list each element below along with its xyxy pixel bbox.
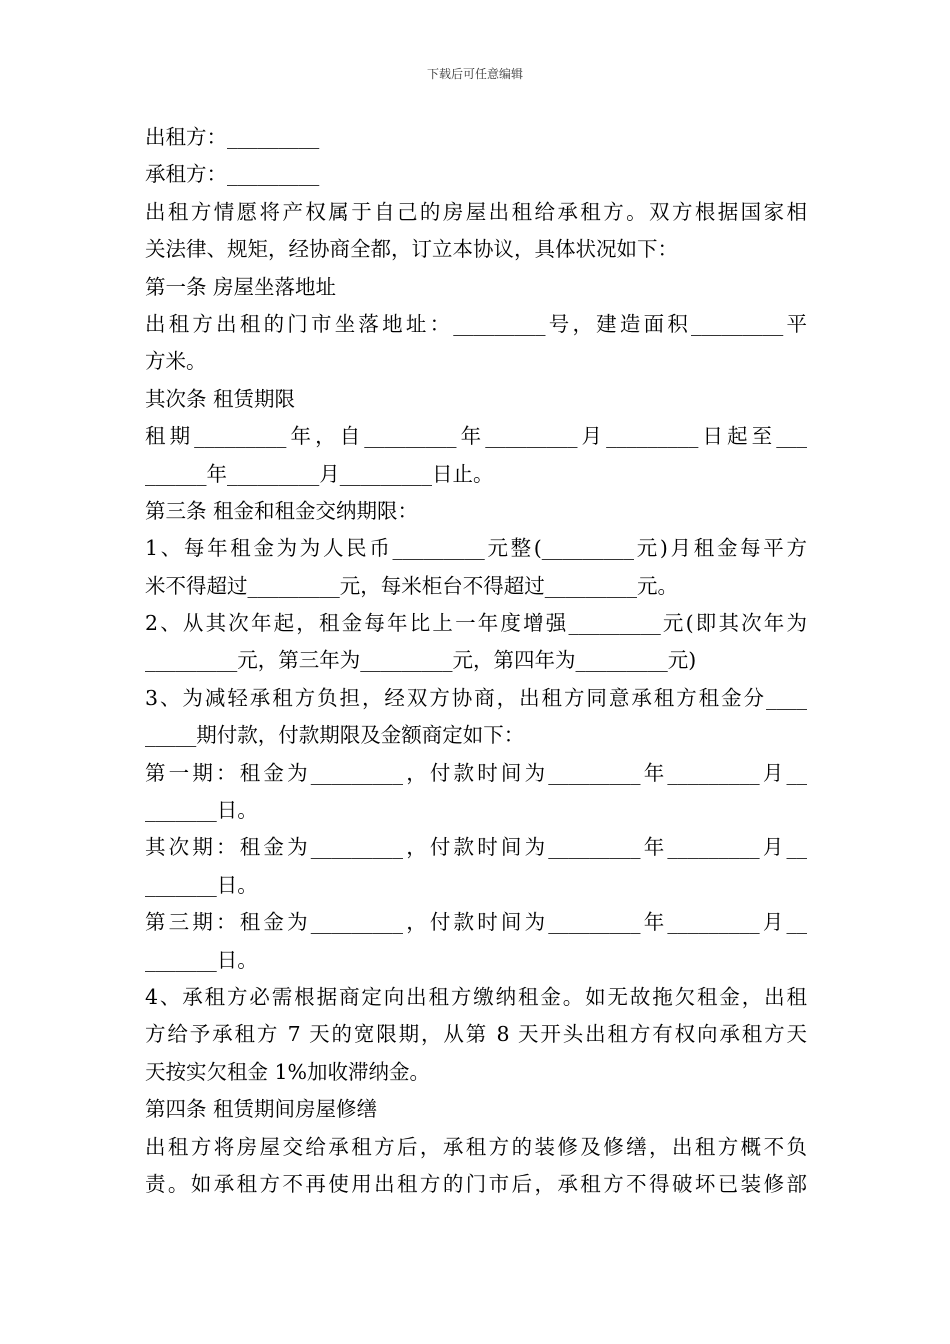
paragraph-line: 2、从其次年起，租金每年比上一年度增强_________元(即其次年为	[145, 611, 807, 636]
paragraph-line: 1、每年租金为为人民币_________元整(_________元)月租金每平方	[145, 536, 807, 561]
paragraph-line: _________元，第三年为_________元，第四年为_________元)	[145, 648, 697, 673]
paragraph-line: 3、为减轻承租方负担，经双方协商，出租方同意承租方租金分____	[145, 685, 807, 710]
paragraph-line: 4、承租方必需根据商定向出租方缴纳租金。如无故拖欠租金，出租	[145, 984, 807, 1009]
paragraph-line: 方给予承租方 7 天的宽限期，从第 8 天开头出租方有权向承租方天	[145, 1022, 807, 1047]
paragraph-line: 租期_________年，自_________年_________月_________日起至___	[145, 424, 807, 449]
section-heading: 第一条 房屋坐落地址	[145, 274, 337, 299]
paragraph-line: 天按实欠租金 1%加收滞纳金。	[145, 1059, 431, 1084]
document-body	[145, 119, 807, 1203]
paragraph-line: 出租方：_________	[145, 125, 320, 149]
paragraph-line: 出租方将房屋交给承租方后，承租方的装修及修缮，出租方概不负	[145, 1134, 807, 1159]
paragraph-line: _____期付款，付款期限及金额商定如下：	[145, 723, 525, 748]
paragraph-line: 米不得超过_________元，每米柜台不得超过_________元。	[145, 573, 678, 598]
paragraph-line: _______日。	[145, 872, 258, 897]
paragraph-line: 关法律、规矩，经协商全都，订立本协议，具体状况如下：	[145, 237, 678, 262]
paragraph-line: ______年_________月_________日止。	[145, 461, 494, 486]
section-heading: 第四条 租赁期间房屋修缮	[145, 1097, 378, 1122]
paragraph-line: 第三期：租金为_________，付款时间为_________年_________月__	[145, 910, 807, 935]
paragraph-line: 承租方：_________	[145, 162, 320, 187]
paragraph-line: 责。如承租方不再使用出租方的门市后，承租方不得破坏已装修部	[145, 1171, 807, 1196]
section-heading: 第三条 租金和租金交纳期限：	[145, 498, 419, 523]
paragraph-line: 方米。	[145, 349, 207, 374]
paragraph-line: _______日。	[145, 947, 258, 972]
paragraph-line: 出租方出租的门市坐落地址：_________号，建造面积_________平	[145, 311, 807, 336]
page-header: 下载后可任意编辑	[426, 67, 523, 81]
paragraph-line: _______日。	[145, 798, 258, 823]
paragraph-line: 出租方情愿将产权属于自己的房屋出租给承租方。双方根据国家相	[145, 199, 807, 224]
section-heading: 其次条 租赁期限	[145, 386, 296, 411]
paragraph-line: 其次期：租金为_________，付款时间为_________年_________月__	[145, 835, 807, 860]
paragraph-line: 第一期：租金为_________，付款时间为_________年_________月__	[145, 760, 807, 785]
